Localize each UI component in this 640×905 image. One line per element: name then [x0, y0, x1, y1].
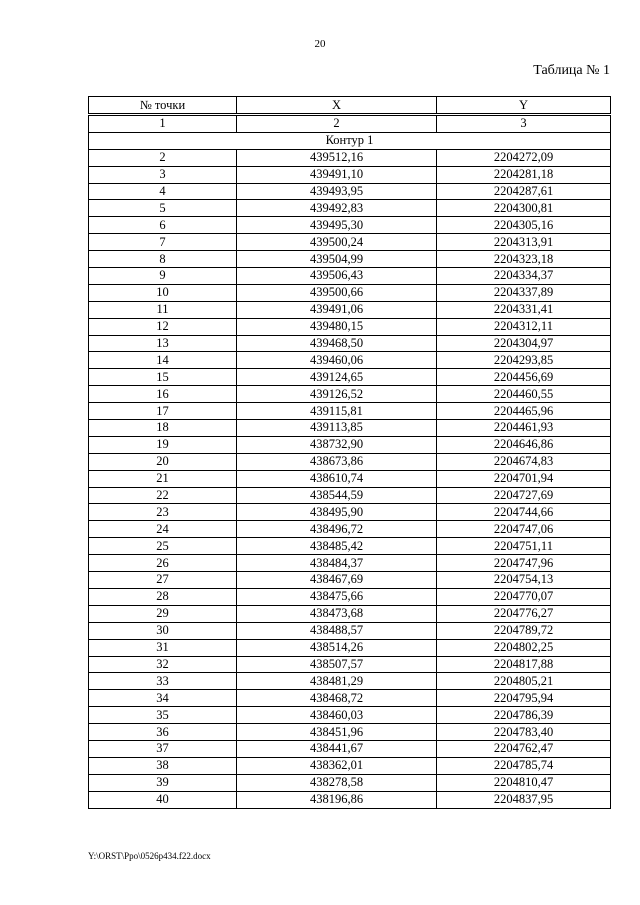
- x-coordinate-cell: 438196,86: [237, 791, 437, 808]
- point-number-cell: 17: [89, 403, 237, 420]
- point-number-cell: 40: [89, 791, 237, 808]
- point-number-cell: 13: [89, 335, 237, 352]
- column-number-3: 3: [437, 115, 611, 133]
- column-number-1: 1: [89, 115, 237, 133]
- x-coordinate-cell: 438484,37: [237, 555, 437, 572]
- y-coordinate-cell: 2204754,13: [437, 572, 611, 589]
- y-coordinate-cell: 2204337,89: [437, 284, 611, 301]
- point-number-cell: 2: [89, 149, 237, 166]
- x-coordinate-cell: 438495,90: [237, 504, 437, 521]
- y-coordinate-cell: 2204837,95: [437, 791, 611, 808]
- y-coordinate-cell: 2204674,83: [437, 453, 611, 470]
- x-coordinate-cell: 439500,66: [237, 284, 437, 301]
- table-row: [89, 622, 611, 639]
- y-coordinate-cell: 2204456,69: [437, 369, 611, 386]
- y-coordinate-cell: 2204300,81: [437, 200, 611, 217]
- y-coordinate-cell: 2204789,72: [437, 622, 611, 639]
- y-coordinate-cell: 2204334,37: [437, 268, 611, 285]
- point-number-cell: 30: [89, 622, 237, 639]
- x-coordinate-cell: 438485,42: [237, 538, 437, 555]
- y-coordinate-cell: 2204313,91: [437, 234, 611, 251]
- x-coordinate-cell: 438732,90: [237, 436, 437, 453]
- x-coordinate-cell: 439480,15: [237, 318, 437, 335]
- page-number: 20: [314, 38, 326, 50]
- y-coordinate-cell: 2204744,66: [437, 504, 611, 521]
- y-coordinate-cell: 2204817,88: [437, 656, 611, 673]
- point-number-cell: 24: [89, 521, 237, 538]
- x-coordinate-cell: 439113,85: [237, 420, 437, 437]
- table-row: [89, 487, 611, 504]
- y-coordinate-cell: 2204776,27: [437, 605, 611, 622]
- point-number-cell: 10: [89, 284, 237, 301]
- x-coordinate-cell: 438488,57: [237, 622, 437, 639]
- y-coordinate-cell: 2204281,18: [437, 166, 611, 183]
- column-numbers-row: [89, 115, 611, 133]
- point-number-cell: 36: [89, 724, 237, 741]
- point-number-cell: 33: [89, 673, 237, 690]
- x-coordinate-cell: 438468,72: [237, 690, 437, 707]
- point-number-cell: 34: [89, 690, 237, 707]
- table-row: [89, 217, 611, 234]
- x-coordinate-cell: 438481,29: [237, 673, 437, 690]
- point-number-cell: 11: [89, 301, 237, 318]
- point-number-cell: 29: [89, 605, 237, 622]
- point-number-cell: 26: [89, 555, 237, 572]
- table-row: [89, 724, 611, 741]
- table-row: [89, 183, 611, 200]
- point-number-cell: 22: [89, 487, 237, 504]
- x-coordinate-cell: 439492,83: [237, 200, 437, 217]
- table-row: [89, 403, 611, 420]
- point-number-cell: 25: [89, 538, 237, 555]
- point-number-cell: 38: [89, 757, 237, 774]
- table-row: [89, 538, 611, 555]
- table-row: [89, 352, 611, 369]
- header-y: Y: [437, 97, 611, 115]
- table-row: [89, 200, 611, 217]
- footer-file-path: Y:\ORST\Ppo\0526p434.f22.docx: [88, 851, 211, 861]
- y-coordinate-cell: 2204810,47: [437, 774, 611, 791]
- table-row: [89, 251, 611, 268]
- point-number-cell: 5: [89, 200, 237, 217]
- y-coordinate-cell: 2204727,69: [437, 487, 611, 504]
- table-row: [89, 234, 611, 251]
- table-row: [89, 504, 611, 521]
- point-number-cell: 7: [89, 234, 237, 251]
- y-coordinate-cell: 2204747,96: [437, 555, 611, 572]
- table-row: [89, 436, 611, 453]
- table-row: [89, 149, 611, 166]
- table-row: [89, 453, 611, 470]
- point-number-cell: 12: [89, 318, 237, 335]
- table-row: [89, 521, 611, 538]
- section-title: Контур 1: [89, 132, 611, 149]
- table-row: [89, 605, 611, 622]
- x-coordinate-cell: 439491,10: [237, 166, 437, 183]
- y-coordinate-cell: 2204785,74: [437, 757, 611, 774]
- y-coordinate-cell: 2204747,06: [437, 521, 611, 538]
- y-coordinate-cell: 2204312,11: [437, 318, 611, 335]
- x-coordinate-cell: 438467,69: [237, 572, 437, 589]
- y-coordinate-cell: 2204770,07: [437, 588, 611, 605]
- table-row: [89, 470, 611, 487]
- table-row: [89, 301, 611, 318]
- point-number-cell: 9: [89, 268, 237, 285]
- table-row: [89, 740, 611, 757]
- x-coordinate-cell: 438544,59: [237, 487, 437, 504]
- x-coordinate-cell: 439460,06: [237, 352, 437, 369]
- section-row: [89, 132, 611, 149]
- x-coordinate-cell: 439126,52: [237, 386, 437, 403]
- table-row: [89, 268, 611, 285]
- y-coordinate-cell: 2204786,39: [437, 707, 611, 724]
- y-coordinate-cell: 2204304,97: [437, 335, 611, 352]
- point-number-cell: 39: [89, 774, 237, 791]
- x-coordinate-cell: 439124,65: [237, 369, 437, 386]
- x-coordinate-cell: 438475,66: [237, 588, 437, 605]
- point-number-cell: 19: [89, 436, 237, 453]
- point-number-cell: 18: [89, 420, 237, 437]
- point-number-cell: 27: [89, 572, 237, 589]
- x-coordinate-cell: 439468,50: [237, 335, 437, 352]
- y-coordinate-cell: 2204305,16: [437, 217, 611, 234]
- x-coordinate-cell: 438610,74: [237, 470, 437, 487]
- y-coordinate-cell: 2204751,11: [437, 538, 611, 555]
- point-number-cell: 6: [89, 217, 237, 234]
- table-row: [89, 369, 611, 386]
- x-coordinate-cell: 439506,43: [237, 268, 437, 285]
- table-row: [89, 791, 611, 808]
- x-coordinate-cell: 438441,67: [237, 740, 437, 757]
- table-row: [89, 166, 611, 183]
- y-coordinate-cell: 2204795,94: [437, 690, 611, 707]
- point-number-cell: 8: [89, 251, 237, 268]
- table-row: [89, 572, 611, 589]
- y-coordinate-cell: 2204293,85: [437, 352, 611, 369]
- point-number-cell: 20: [89, 453, 237, 470]
- table-row: [89, 639, 611, 656]
- point-number-cell: 3: [89, 166, 237, 183]
- point-number-cell: 15: [89, 369, 237, 386]
- point-number-cell: 14: [89, 352, 237, 369]
- x-coordinate-cell: 439500,24: [237, 234, 437, 251]
- y-coordinate-cell: 2204783,40: [437, 724, 611, 741]
- table-row: [89, 386, 611, 403]
- x-coordinate-cell: 438514,26: [237, 639, 437, 656]
- header-point-number: № точки: [89, 97, 237, 115]
- y-coordinate-cell: 2204461,93: [437, 420, 611, 437]
- table-row: [89, 318, 611, 335]
- table-row: [89, 757, 611, 774]
- y-coordinate-cell: 2204646,86: [437, 436, 611, 453]
- coordinates-table: [88, 96, 611, 809]
- point-number-cell: 31: [89, 639, 237, 656]
- y-coordinate-cell: 2204460,55: [437, 386, 611, 403]
- x-coordinate-cell: 439495,30: [237, 217, 437, 234]
- y-coordinate-cell: 2204272,09: [437, 149, 611, 166]
- x-coordinate-cell: 438362,01: [237, 757, 437, 774]
- x-coordinate-cell: 438507,57: [237, 656, 437, 673]
- table-caption: Таблица № 1: [533, 63, 610, 78]
- x-coordinate-cell: 439491,06: [237, 301, 437, 318]
- point-number-cell: 32: [89, 656, 237, 673]
- y-coordinate-cell: 2204287,61: [437, 183, 611, 200]
- table-row: [89, 420, 611, 437]
- table-row: [89, 555, 611, 572]
- column-number-2: 2: [237, 115, 437, 133]
- point-number-cell: 21: [89, 470, 237, 487]
- y-coordinate-cell: 2204802,25: [437, 639, 611, 656]
- x-coordinate-cell: 439512,16: [237, 149, 437, 166]
- point-number-cell: 35: [89, 707, 237, 724]
- y-coordinate-cell: 2204331,41: [437, 301, 611, 318]
- y-coordinate-cell: 2204701,94: [437, 470, 611, 487]
- x-coordinate-cell: 439504,99: [237, 251, 437, 268]
- table-row: [89, 690, 611, 707]
- table-row: [89, 774, 611, 791]
- y-coordinate-cell: 2204465,96: [437, 403, 611, 420]
- y-coordinate-cell: 2204805,21: [437, 673, 611, 690]
- x-coordinate-cell: 438473,68: [237, 605, 437, 622]
- point-number-cell: 4: [89, 183, 237, 200]
- x-coordinate-cell: 438278,58: [237, 774, 437, 791]
- x-coordinate-cell: 438496,72: [237, 521, 437, 538]
- table-row: [89, 335, 611, 352]
- table-row: [89, 673, 611, 690]
- table-row: [89, 284, 611, 301]
- y-coordinate-cell: 2204323,18: [437, 251, 611, 268]
- table-row: [89, 588, 611, 605]
- x-coordinate-cell: 439493,95: [237, 183, 437, 200]
- table-row: [89, 656, 611, 673]
- y-coordinate-cell: 2204762,47: [437, 740, 611, 757]
- point-number-cell: 28: [89, 588, 237, 605]
- x-coordinate-cell: 439115,81: [237, 403, 437, 420]
- point-number-cell: 37: [89, 740, 237, 757]
- header-x: X: [237, 97, 437, 115]
- point-number-cell: 23: [89, 504, 237, 521]
- table-header-row: [89, 97, 611, 115]
- table-row: [89, 707, 611, 724]
- x-coordinate-cell: 438460,03: [237, 707, 437, 724]
- point-number-cell: 16: [89, 386, 237, 403]
- x-coordinate-cell: 438451,96: [237, 724, 437, 741]
- x-coordinate-cell: 438673,86: [237, 453, 437, 470]
